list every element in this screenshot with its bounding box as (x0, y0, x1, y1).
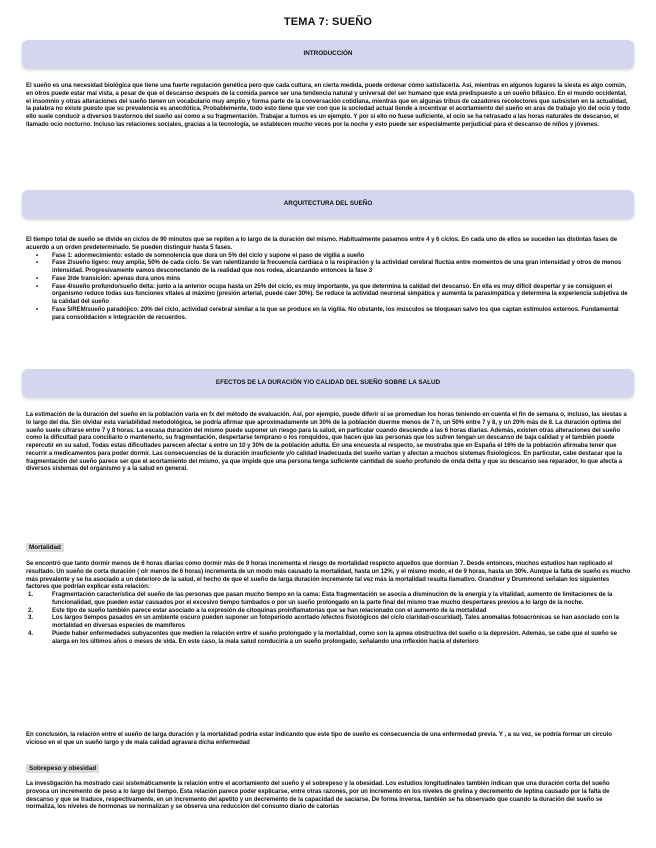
list-item: 2. Este tipo de sueño también parece estar asociado a la expresión de citoquinas proinflamatorias que se han relacionado con el aumento de la mortalidad (28, 606, 487, 614)
mortalidad-intro: Se encontró que tanto dormir menos de 6 horas diarias como dormir más de 9 horas incrementa el riesgo de mortalidad respecto aquellos que dormían 7. Desde entonces, muchos estudios han replicado el resultado. Un sueño de corta duración ( o/r menos de 6 horas) incrementa de un modo más causado la mortalidad, hasta un 12%, y el mismo modo, el de 9 horas, hasta un 30%. Aunque la falta de sueño es mucho más prevalente y se ha asociado a un deterioro de la salud, el hecho de que el sueño de larga duración incremente tal vez más la mortalidad resulta llamativo. Grandner y Drummond señalan los siguientes factores que podrían explicar esta relación: (26, 560, 631, 591)
section-body-mortalidad (26, 560, 632, 645)
list-item: • Fase 5/REM/sueño paradójico: 20% del ciclo, actividad cerebral similar a la que se produce en la vigilia. No obstante, los músculos se bloquean salvo los que captan estímulos externos. Fundamental para consolidación e integración de recuerdos. (36, 305, 619, 321)
section-heading-arquitectura: ARQUITECTURA DEL SUEÑO (283, 200, 373, 207)
bullet-icon: • (36, 251, 39, 259)
list-item: 1. Fragmentación característica del sueño de las personas que pasan mucho tiempo en la cama: Esta fragmentación se asocia a disminución de la energía y la vitalidad, aumento de limitaciones de la funcionalidad, que pueden estar causados por el excesivo tiempo tumbados o por un sueño prolongado en la parte final del mismo trae mucho despertares previos a lo largo de la noche. (28, 591, 613, 606)
list-item: • Fase 4/sueño profundo/sueño delta: junto a la anterior ocupa hasta un 25% del ciclo, es muy importante, ya que determina la calidad del descanso. En ella es muy difícil despertar y se consiguen el organismo reduce todas sus funciones vitales al máximo (presión arterial, puede caer 30%). Se reduce la actividad neuronal simpática y aumenta la parasimpática y determina la experiencia subjetiva de la calidad del sueño (36, 282, 628, 305)
section-body-introduccion (26, 82, 632, 129)
section-banner-efectos (22, 369, 634, 397)
section-banner-arquitectura (22, 190, 634, 218)
list-item: • Fase 1: adormecimiento: estado de somnolencia que dura un 5% del ciclo y supone el paso de vigilia a sueño (36, 251, 365, 259)
mortalidad-conclusion-block (26, 731, 632, 747)
section-body-efectos (26, 411, 632, 473)
subheading-mortalidad: Mortalidad (26, 543, 64, 552)
list-item: • Fase 3/de transición: apenas dura unos mins (36, 274, 181, 282)
list-item: 3. Los largos tiempos pasados en un ambiente oscuro pueden suponer un fotoperiodo acortado /efectos fisiológicos del ciclo claridad-oscuridad). Tales anomalías fotoacrónicas se han asociado con la mortalidad en diversas especies de mamíferos (28, 614, 619, 629)
section-heading-introduccion: INTRODUCCIÓN (303, 50, 353, 57)
section-body-arquitectura (26, 236, 632, 321)
bullet-icon: • (36, 259, 39, 267)
section-heading-efectos: EFECTOS DE LA DURACIÓN Y/O CALIDAD DEL SUEÑO SOBRE LA SALUD (215, 379, 441, 386)
bullet-icon: • (36, 274, 39, 282)
subheading-sobrepeso: Sobrepeso y obesidad (26, 764, 99, 773)
bullet-icon: • (36, 282, 39, 290)
efectos-paragraph: La estimación de la duración del sueño en la población varía en fx del método de evaluación. Así, por ejemplo, puede diferir si se promedian los horas teniendo en cuenta el fin de semana o, incluso, las siestas a lo largo del día. Sin olvidar esta variabilidad metodológica, se podría afirmar que aproximadamente un 30% de la población duerme menos de 7 h, un 50% entre 7 y 8, y un 20% más de 8. La duración óptima del sueño suele cifrarse entre 7 y 8 horas. La escasa duración del mismo puede suponer un riesgo para la salud, en particular cuando desciende a las 6 horas diarias. Además, existen otras alteraciones del sueño como la dificultad para conciliarlo o mantenerlo, su fragmentación, despertarse temprano o los ronquidos, que hacen que las personas que los sufren tengan un descanso de baja calidad y el también puede repercutir en su salud. Todas estas dificultades parecen afectar a entre un 10 y 30% de la población adulta. En una encuesta al respecto, se mostraba que en España el 16% de la población afirmaba tener que recurrir a medicamentos para poder dormir. Las consecuencias de la duración insuficiente y/o calidad inadecuada del sueño varían y afectan a muchos sistemas fisiológicos. En particular, cabe destacar que la fragmentación del sueño parece ser que el acortamiento del mismo, ya que impide que una persona tenga suficiente cantidad de sueño profundo de onda delta y que su descanso sea reparador, lo que afecta a diversos sistemas del organismo y a la salud en general. (26, 411, 627, 473)
section-banner-introduccion (22, 40, 634, 68)
fases-list (26, 252, 632, 322)
sobrepeso-paragraph: La investigación ha mostrado casi sistemáticamente la relación entre el acortamiento del sueño y el sobrepeso y la obesidad. Los estudios longitudinales también indican que una duración corta del sueño provoca un incremento de peso a lo largo del tiempo. Esta relación parece poder explicarse, entre otras razones, por un incremento en los niveles de grelina y decremento de leptina causado por la falta de descanso y que se traduce, respectivamente, en un incremento del apetito y un decremento de la capacidad de saciarse. De forma inversa, también se ha observado que cuando la duración del sueño se normaliza, los niveles de hormonas se normalizan y se observa una reducción del consumo diario de calorías (26, 780, 610, 811)
page-title: TEMA 7: SUEÑO (283, 16, 373, 28)
list-item: 4. Puede haber enfermedades subyacentes que medien la relación entre el sueño prolongado y la mortalidad, como son la apnea obstructiva del sueño o la depresión. Además, se cabe que el sueño se alarga en los últimos años o meses de vida. En este caso, la mala salud conduciría a un sueño prolongado, señalando una inflexión hacia el deterioro (28, 629, 617, 645)
arquitectura-intro: El tiempo total de sueño se divide en ciclos de 90 minutos que se repiten a lo largo de la duración del mismo. Habitualmente pasamos entre 4 y 6 ciclos. En cada uno de ellos se suceden las distintas fases de acuerdo a un orden predeterminado. Se pueden distinguir hasta 5 fases. (26, 236, 618, 251)
mortalidad-conclusion: En conclusión, la relación entre el sueño de larga duración y la mortalidad podría estar indicando que este tipo de sueño es consecuencia de una enfermedad previa. Y , a su vez, se podría formar un círculo vicioso en el que un sueño largo y de mala calidad agravara dicha enfermedad (26, 731, 612, 746)
bullet-icon: • (36, 305, 39, 313)
list-item: • Fase 2/sueño ligero: muy amplia, 50% de cada ciclo. Se van ralentizando la frecuencia cardiaca o la respiración y la actividad cerebral fluctúa entre momentos de una gran intensidad y otros de menos intensidad. Progresivamente vamos desconectando de la realidad que nos rodea, alcanzando entonces la fase 3 (36, 259, 622, 274)
intro-paragraph: El sueño es una necesidad biológica que tiene una fuerte regulación genética pero que cada cultura, en cierta medida, puede ordenar cómo satisfacerla. Así, mientras en algunos lugares la siesta es algo común, en otros puede estar mal vista, a pesar de que el descanso después de la comida parece ser una tendencia natural y universal del ser humano que está predispuesto a un sueño bifásico. En el mundo occidental, el insomnio y otras alteraciones del sueño tienen un vocabulario muy amplio y forma parte de la conversación cotidiana, mientras que en algunas tribus de cazadores recolectores que subsisten en la actualidad, la palabra no existe puesto que su prevalencia es anecdótica. Probablemente, todo esto tiene que ver con que la sociedad actual tiende a incentivar el acortamiento del sueño en aras de trabajo y/o del ocio y todo ello suele conducir a diversos trastornos del sueño así como a su fragmentación. Trabajar a turnos es un ejemplo. Y por si ello no fuese suficiente, el ocio se ha retrasado a las horas naturales de descanso, el llamado ocio nocturno. Incluso las relaciones sociales, gracias a la tecnología, se establecen mucho veces por la noche y esto puede ser especialmente perjudicial para el descanso de niños y jóvenes. (26, 82, 631, 128)
factores-list (26, 591, 632, 645)
section-body-sobrepeso (26, 780, 632, 811)
